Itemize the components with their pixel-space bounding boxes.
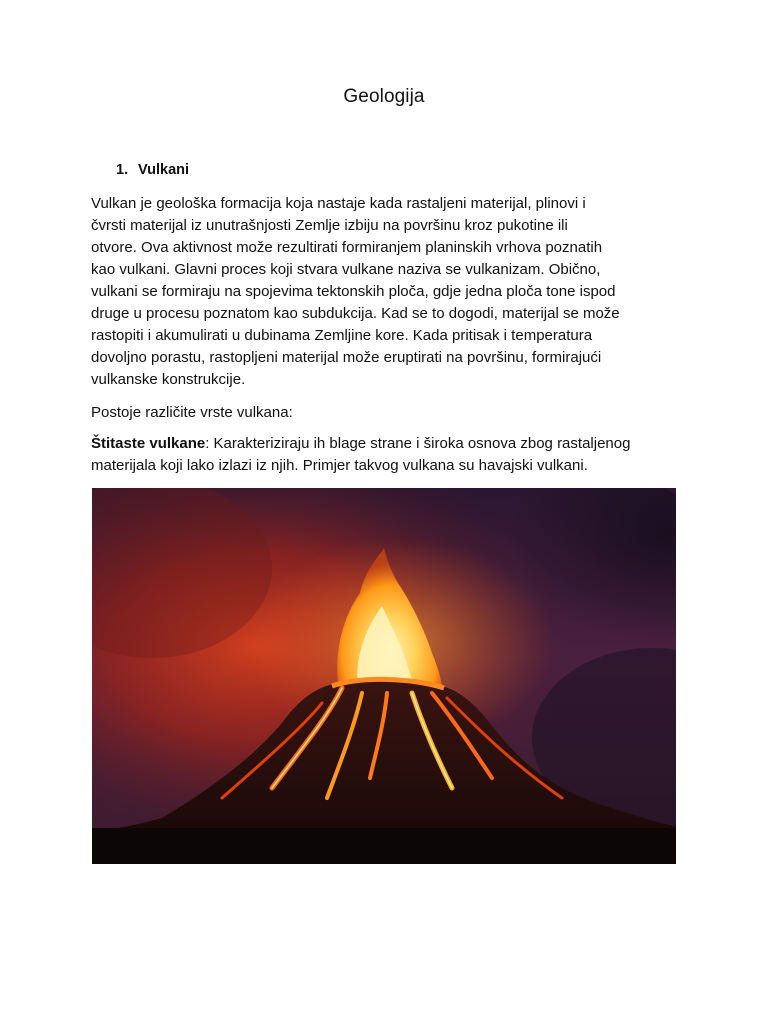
shield-volcano-term: Štitaste vulkane bbox=[91, 435, 206, 452]
paragraph-line: čvrsti materijal iz unutrašnjosti Zemlje izbiju na površinu kroz pukotine ili bbox=[91, 217, 568, 234]
paragraph-line: Vulkan je geološka formacija koja nastaje kada rastaljeni materijal, plinovi i bbox=[91, 195, 586, 212]
paragraph-line: kao vulkani. Glavni proces koji stvara vulkane naziva se vulkanizam. Obično, bbox=[91, 261, 601, 278]
section-number: 1. bbox=[116, 162, 129, 178]
paragraph-line: otvore. Ova aktivnost može rezultirati formiranjem planinskih vrhova poznatih bbox=[91, 239, 603, 256]
volcano-illustration bbox=[92, 488, 676, 864]
section-heading bbox=[116, 162, 189, 178]
paragraph-line: materijala koji lako izlazi iz njih. Primjer takvog vulkana su havajski vulkani. bbox=[91, 457, 588, 474]
shield-volcano-paragraph bbox=[91, 433, 681, 477]
document-title: Geologija bbox=[343, 86, 425, 107]
paragraph-line bbox=[91, 433, 681, 455]
intro-paragraph bbox=[91, 193, 681, 391]
paragraph-line: vulkani se formiraju na spojevima tektonskih ploča, gdje jedna ploča tone ispod bbox=[91, 283, 616, 300]
volcano-photo bbox=[92, 488, 676, 864]
paragraph-line: dovoljno porastu, rastopljeni materijal može eruptirati na površinu, formirajući bbox=[91, 349, 602, 366]
types-intro-paragraph: Postoje različite vrste vulkana: bbox=[91, 404, 293, 421]
section-title: Vulkani bbox=[138, 162, 190, 178]
paragraph-line: vulkanske konstrukcije. bbox=[91, 371, 246, 388]
shield-volcano-description: : Karakteriziraju ih blage strane i široka osnova zbog rastaljenog bbox=[205, 435, 631, 452]
paragraph-line: rastopiti i akumulirati u dubinama Zemljine kore. Kada pritisak i temperatura bbox=[91, 327, 593, 344]
paragraph-line: druge u procesu poznatom kao subdukcija. Kad se to dogodi, materijal se može bbox=[91, 305, 620, 322]
